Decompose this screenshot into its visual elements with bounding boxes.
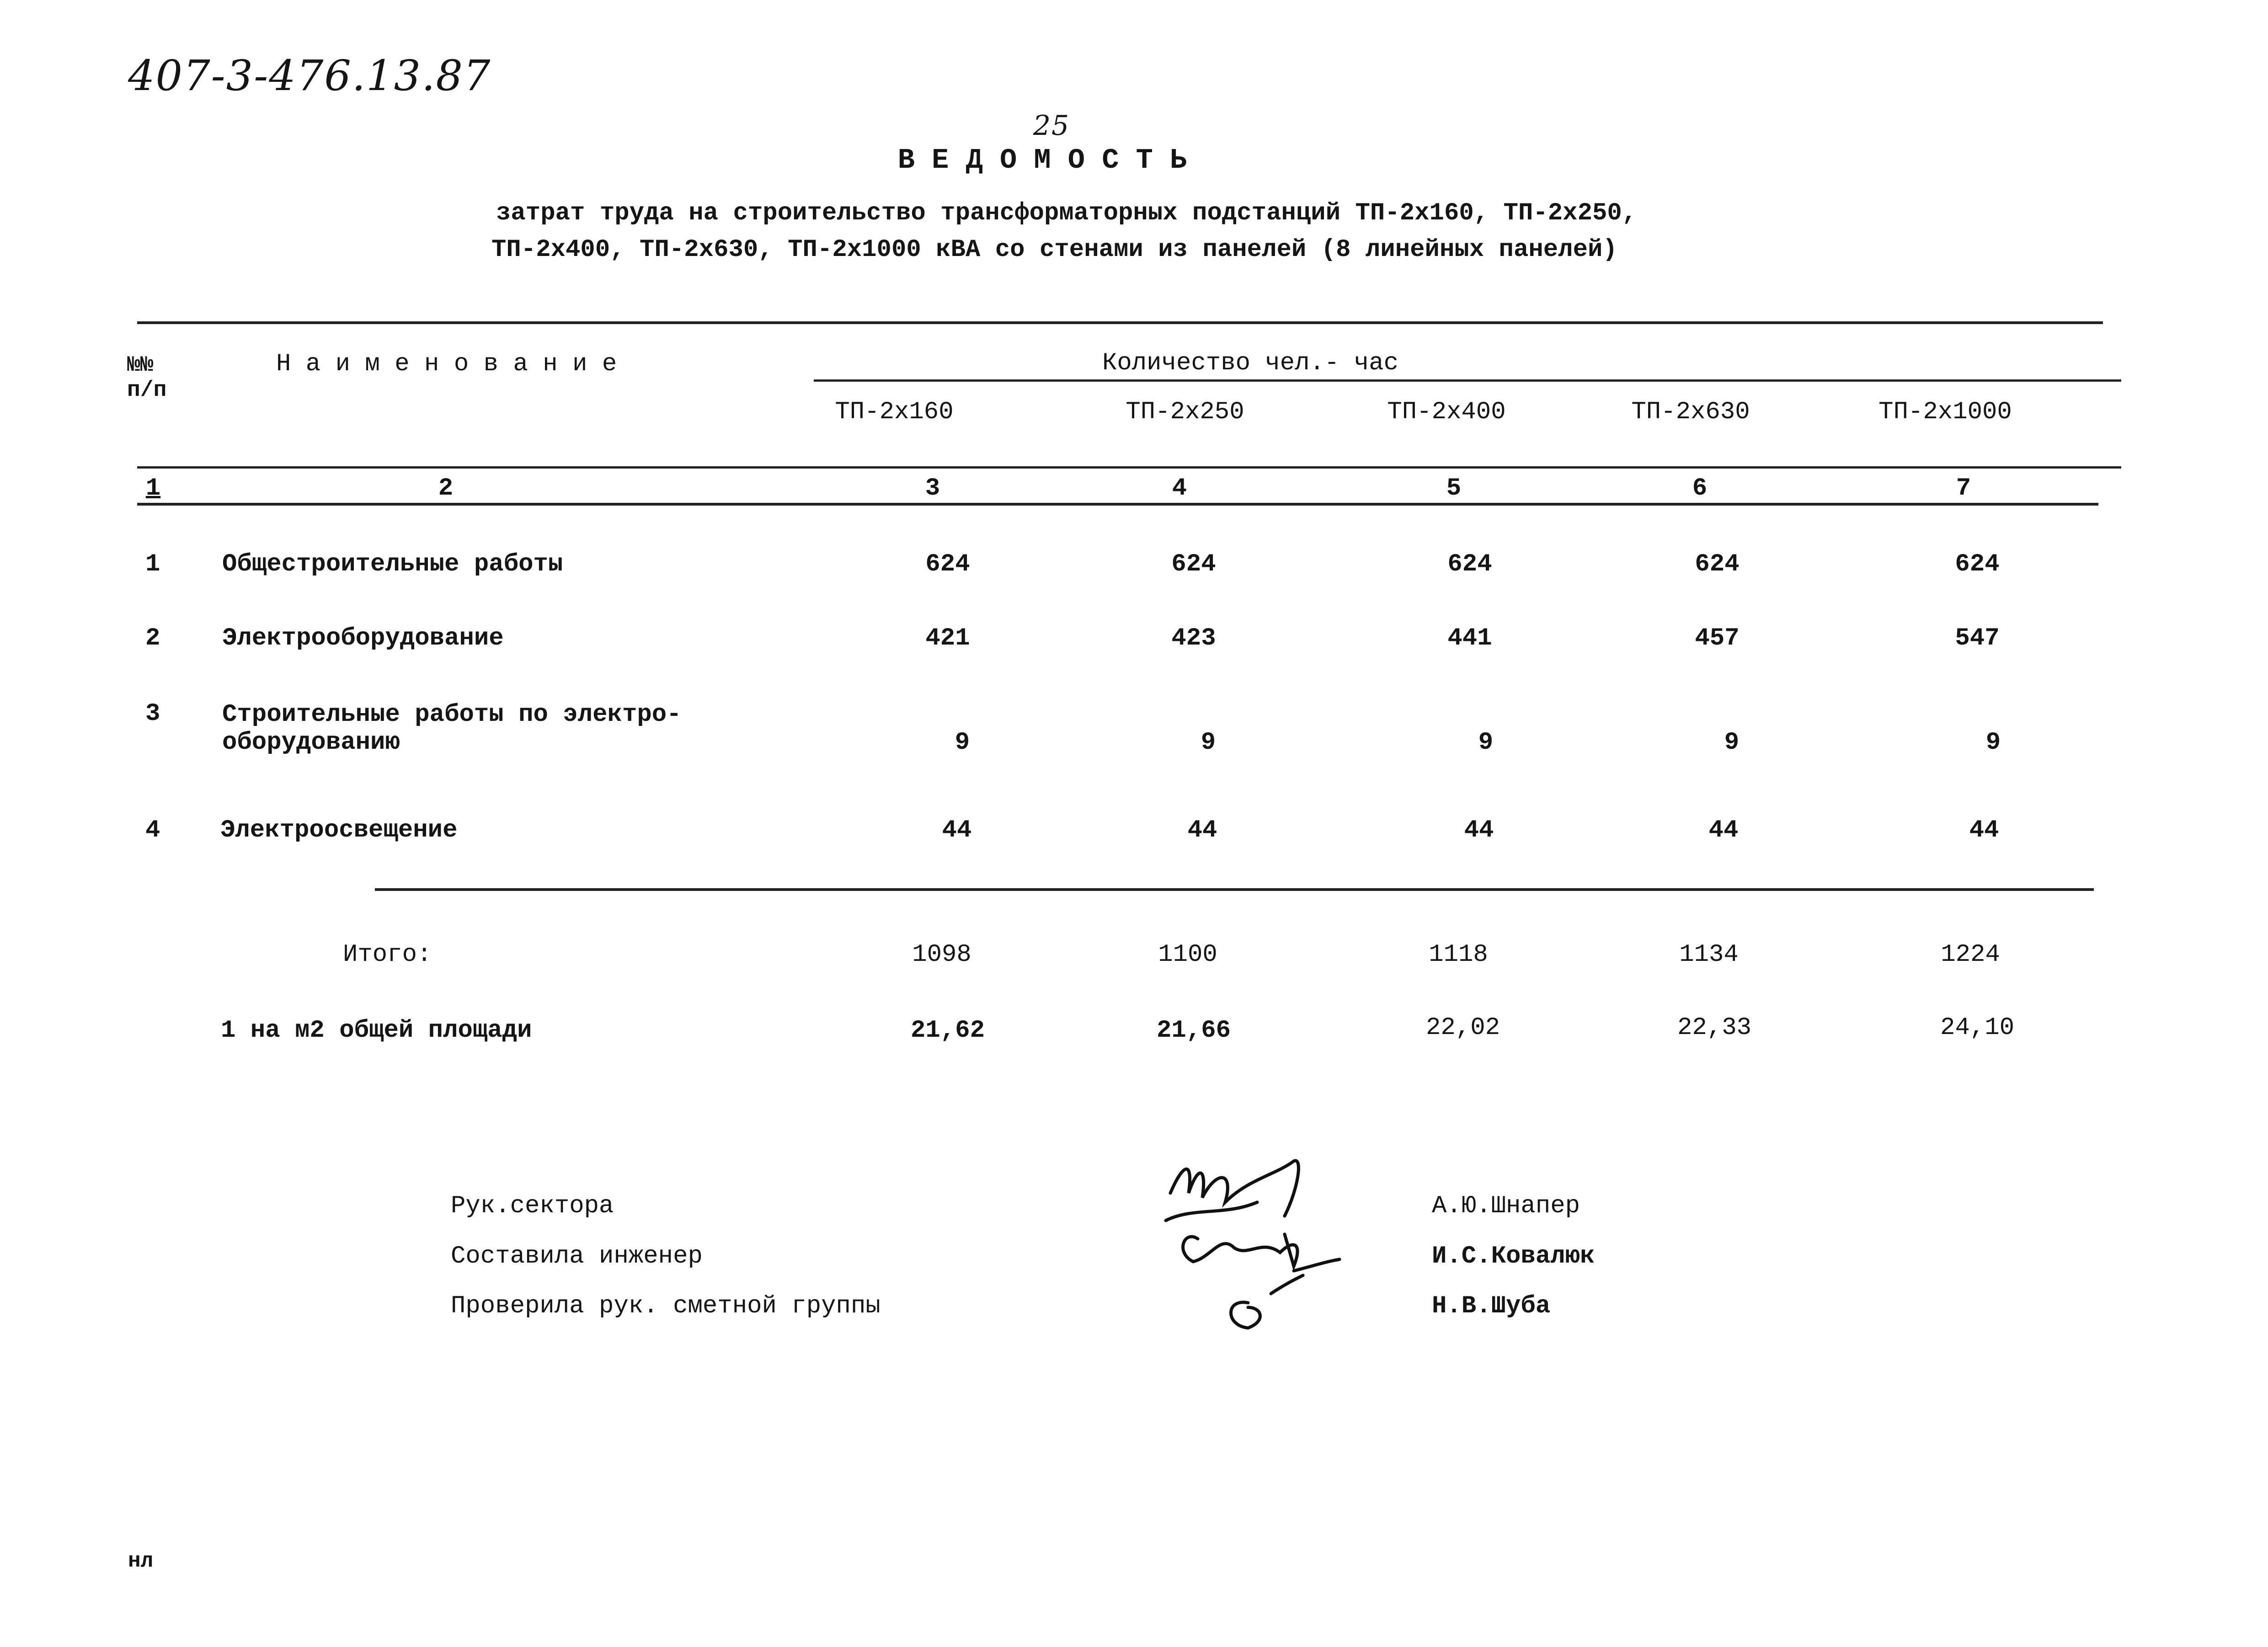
column-header: ТП-2х630: [1631, 398, 1750, 426]
row-name: Электрооборудование: [222, 624, 504, 652]
per-m2-value: 21,62: [910, 1017, 985, 1045]
row-value: 547: [1955, 624, 2000, 652]
column-numbers-rule: [137, 503, 2098, 506]
handwritten-signature: [1157, 1152, 1358, 1344]
column-number: 2: [438, 474, 454, 502]
row-name: Строительные работы по электро-: [222, 701, 682, 729]
total-label: Итого:: [343, 941, 432, 969]
row-value: 624: [925, 550, 970, 578]
column-number: 7: [1956, 474, 1971, 502]
totals-rule: [375, 888, 2094, 891]
total-value: 1100: [1158, 941, 1217, 969]
column-header: ТП-2х250: [1126, 398, 1244, 426]
signature-name: И.С.Ковалюк: [1432, 1242, 1595, 1270]
row-value: 624: [1447, 550, 1492, 578]
signature-name: Н.В.Шуба: [1432, 1292, 1551, 1320]
column-header: ТП-2х160: [835, 398, 954, 426]
signature-role: Составила инженер: [451, 1242, 703, 1270]
document-code: 407-3-476.13.87: [128, 51, 491, 100]
row-name: Электроосвещение: [220, 816, 458, 844]
per-m2-label: 1 на м2 общей площади: [221, 1017, 532, 1045]
document-title: В Е Д О М О С Т Ь: [897, 144, 1187, 176]
row-name: Общестроительные работы: [222, 550, 563, 578]
row-name-cont: оборудованию: [222, 729, 400, 757]
per-m2-value: 21,66: [1156, 1017, 1231, 1045]
subtitle-line-2: ТП-2х400, ТП-2х630, ТП-2х1000 кВА со стенами из панелей (8 линейных панелей): [491, 236, 1617, 264]
signature-name: А.Ю.Шнапер: [1432, 1192, 1580, 1220]
row-value: 44: [1187, 816, 1217, 844]
header-group: Количество чел.- час: [1102, 349, 1399, 377]
column-number: 1: [145, 474, 161, 502]
header-name-col: Н а и м е н о в а н и е: [276, 350, 617, 378]
row-value: 9: [1985, 729, 2001, 757]
column-header: ТП-2х400: [1387, 398, 1506, 426]
column-number: 5: [1446, 474, 1462, 502]
total-value: 1118: [1429, 941, 1488, 969]
column-number: 4: [1172, 474, 1187, 502]
row-value: 44: [1969, 816, 1999, 844]
row-value: 624: [1955, 550, 2000, 578]
subtitle-line-1: затрат труда на строительство трансформаторных подстанций ТП-2х160, ТП-2х250,: [496, 199, 1637, 227]
per-m2-value: 24,10: [1940, 1014, 2015, 1042]
row-value: 9: [955, 729, 970, 757]
row-value: 9: [1724, 729, 1740, 757]
row-value: 457: [1695, 624, 1740, 652]
row-value: 624: [1171, 550, 1216, 578]
page-number: 25: [1033, 110, 1070, 142]
row-num: 2: [145, 624, 160, 652]
footer-mark: нл: [128, 1549, 154, 1573]
row-value: 9: [1201, 729, 1216, 757]
row-num: 1: [145, 550, 160, 578]
header-group-rule: [814, 379, 2121, 382]
total-value: 1098: [912, 941, 971, 969]
signature-role: Рук.сектора: [451, 1192, 614, 1220]
row-value: 44: [1708, 816, 1739, 844]
row-value: 423: [1171, 624, 1216, 652]
column-header: ТП-2х1000: [1878, 398, 2012, 426]
total-value: 1134: [1679, 941, 1739, 969]
header-num-2: п/п: [127, 378, 167, 403]
row-num: 3: [145, 700, 160, 728]
total-value: 1224: [1941, 941, 2000, 969]
row-value: 9: [1478, 729, 1494, 757]
row-value: 421: [925, 624, 970, 652]
signature-role: Проверила рук. сметной группы: [451, 1292, 881, 1320]
column-number: 6: [1692, 474, 1708, 502]
row-value: 44: [1464, 816, 1494, 844]
per-m2-value: 22,33: [1677, 1014, 1752, 1042]
header-rule: [137, 466, 2121, 469]
table-top-rule: [137, 321, 2103, 324]
row-value: 624: [1695, 550, 1740, 578]
row-value: 441: [1447, 624, 1492, 652]
column-number: 3: [925, 474, 940, 502]
header-num-1: №№: [127, 353, 154, 378]
row-num: 4: [145, 816, 160, 844]
row-value: 44: [942, 816, 972, 844]
per-m2-value: 22,02: [1425, 1014, 1500, 1042]
